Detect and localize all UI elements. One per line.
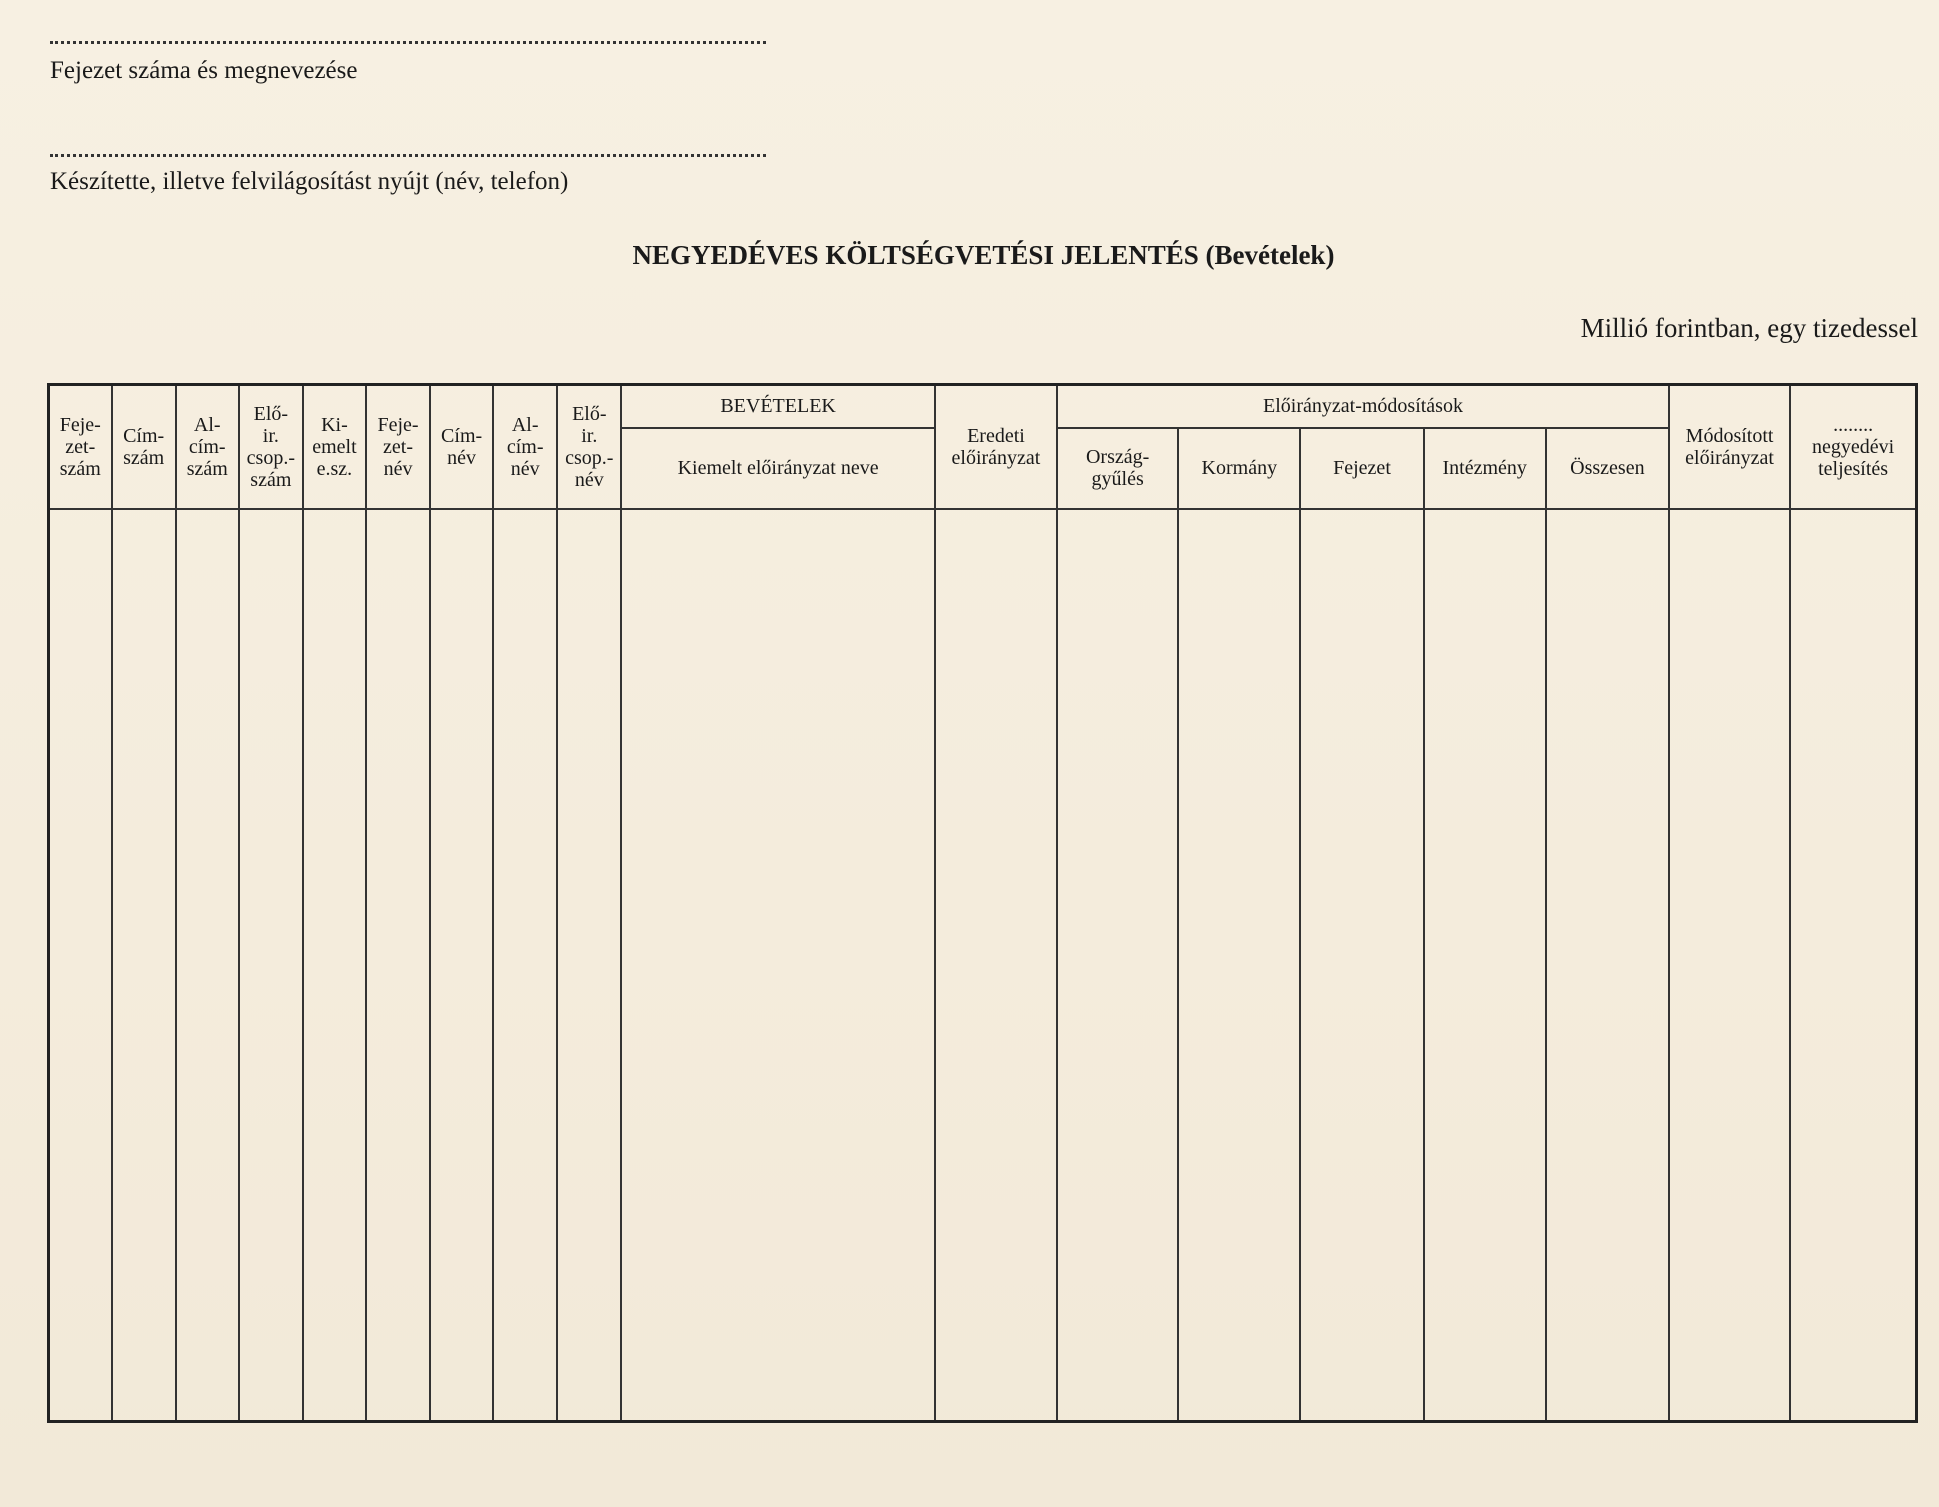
table-cell[interactable] xyxy=(112,509,176,1422)
col-subtitle-name: Al- cím- név xyxy=(493,385,557,509)
report-title: NEGYEDÉVES KÖLTSÉGVETÉSI JELENTÉS (Bevételek) xyxy=(632,240,1335,270)
table-cell[interactable] xyxy=(1546,509,1669,1422)
col-chapter-name: Feje- zet- név xyxy=(366,385,430,509)
table-cell[interactable] xyxy=(239,509,303,1422)
table-cell[interactable] xyxy=(493,509,557,1422)
table-cell[interactable] xyxy=(49,509,112,1422)
col-mod-total: Összesen xyxy=(1546,428,1669,509)
table-cell[interactable] xyxy=(366,509,430,1422)
table-cell[interactable] xyxy=(1790,509,1916,1422)
revenue-report-table xyxy=(47,383,1918,1423)
col-mod-institution: Intézmény xyxy=(1424,428,1546,509)
col-title-name: Cím- név xyxy=(430,385,493,509)
col-group-modifications: Előirányzat-módosítások xyxy=(1057,385,1669,428)
table-cell[interactable] xyxy=(430,509,493,1422)
table-row xyxy=(49,509,1917,1422)
table-cell[interactable] xyxy=(935,509,1057,1422)
preparer-label: Készítette, illetve felvilágosítást nyújt (név, telefon) xyxy=(50,168,569,195)
col-modified-appropriation: Módosított előirányzat xyxy=(1669,385,1790,509)
col-appropriation-group-name: Elő- ir. csop.- név xyxy=(557,385,621,509)
col-mod-government: Kormány xyxy=(1178,428,1300,509)
col-appropriation-group-number: Elő- ir. csop.- szám xyxy=(239,385,303,509)
col-group-revenues: BEVÉTELEK xyxy=(621,385,935,428)
table-cell[interactable] xyxy=(176,509,239,1422)
col-mod-chapter: Fejezet xyxy=(1300,428,1423,509)
table-cell[interactable] xyxy=(303,509,366,1422)
col-highlighted-number: Ki- emelt e.sz. xyxy=(303,385,366,509)
table-cell[interactable] xyxy=(621,509,935,1422)
table-cell[interactable] xyxy=(1669,509,1790,1422)
col-quarterly-performance: ........ negyedévi teljesítés xyxy=(1790,385,1916,509)
table-cell[interactable] xyxy=(1178,509,1300,1422)
col-highlighted-appropriation-name: Kiemelt előirányzat neve xyxy=(621,428,935,509)
col-subtitle-number: Al- cím- szám xyxy=(176,385,239,509)
table-cell[interactable] xyxy=(1057,509,1178,1422)
preparer-fill-line[interactable] xyxy=(50,154,766,157)
col-chapter-number: Feje- zet- szám xyxy=(49,385,112,509)
chapter-label: Fejezet száma és megnevezése xyxy=(50,57,358,84)
col-title-number: Cím- szám xyxy=(112,385,176,509)
col-original-appropriation: Eredeti előirányzat xyxy=(935,385,1057,509)
col-mod-parliament: Ország- gyűlés xyxy=(1057,428,1178,509)
table-cell[interactable] xyxy=(557,509,621,1422)
units-note: Millió forintban, egy tizedessel xyxy=(1580,313,1918,343)
table-cell[interactable] xyxy=(1424,509,1546,1422)
table-cell[interactable] xyxy=(1300,509,1423,1422)
chapter-fill-line[interactable] xyxy=(50,41,766,44)
